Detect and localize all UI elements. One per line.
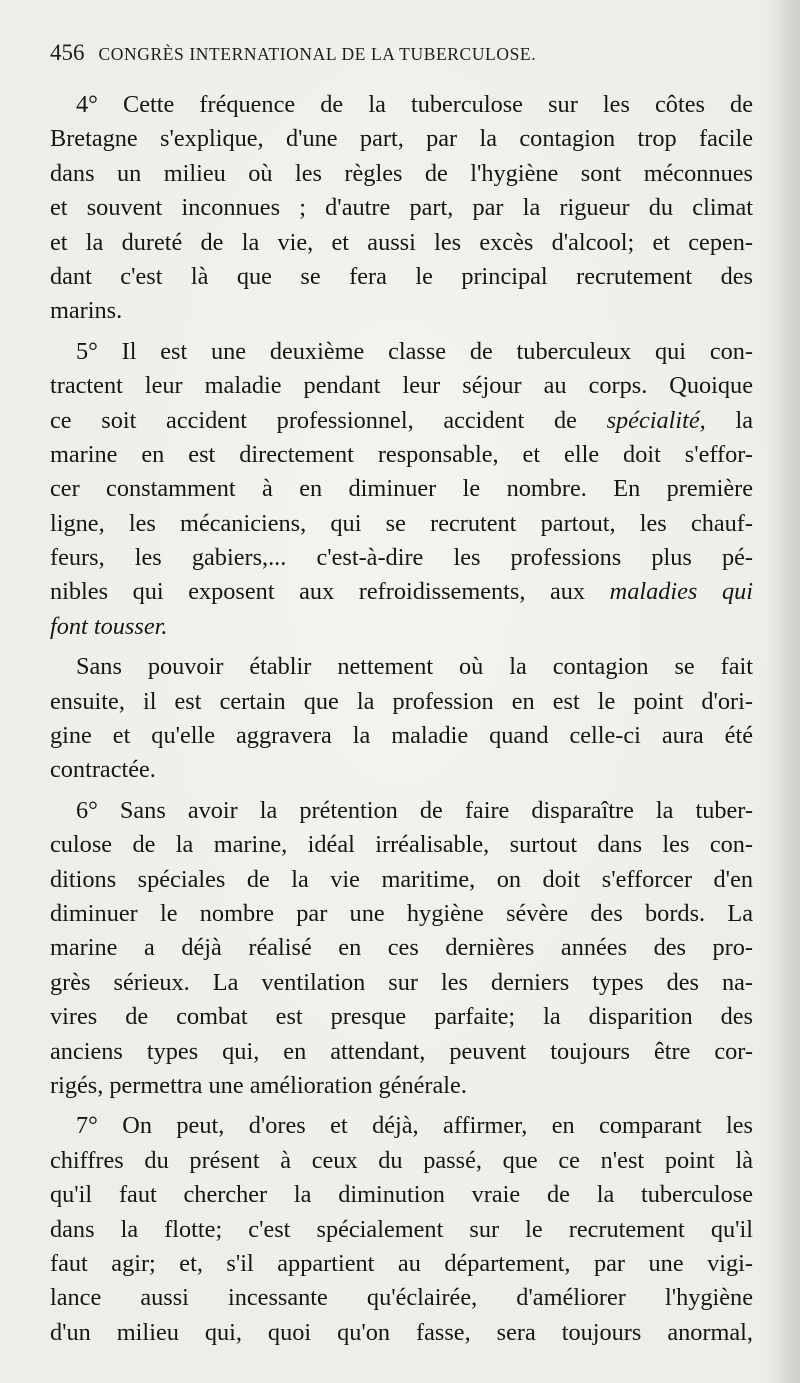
text-line: feurs, les gabiers,... c'est-à-dire les professions plus pé- xyxy=(50,544,753,572)
text-line: et souvent inconnues ; d'autre part, par la rigueur du climat xyxy=(50,194,753,222)
paragraph-5 xyxy=(50,335,753,645)
text-line: d'un milieu qui, quoi qu'on fasse, sera toujours anormal, xyxy=(50,1318,753,1346)
text-line: 5° Il est une deuxième classe de tuberculeux qui con- xyxy=(76,337,753,365)
text-line: dans la flotte; c'est spécialement sur le recrutement qu'il xyxy=(50,1215,753,1243)
text-line: lance aussi incessante qu'éclairée, d'améliorer l'hygiène xyxy=(50,1284,753,1312)
paragraph-contagion xyxy=(50,650,753,788)
text-segment: la xyxy=(735,406,753,434)
paragraph-4 xyxy=(50,88,753,329)
running-head xyxy=(50,40,750,66)
text-segment: ce soit accident professionnel, accident de xyxy=(50,406,577,434)
text-line: culose de la marine, idéal irréalisable, surtout dans les con- xyxy=(50,831,753,859)
text-segment: nibles qui exposent aux refroidissements, aux xyxy=(50,578,586,606)
italic-term: font tousser. xyxy=(50,612,168,640)
italic-term: spécialité, xyxy=(606,406,706,434)
text-line: diminuer le nombre par une hygiène sévère des bords. La xyxy=(50,899,753,927)
text-line: anciens types qui, en attendant, peuvent toujours être cor- xyxy=(50,1037,753,1065)
text-line: dant c'est là que se fera le principal recrutement des xyxy=(50,262,753,290)
text-line: gine et qu'elle aggravera la maladie quand celle-ci aura été xyxy=(50,722,753,750)
text-line: faut agir; et, s'il appartient au département, par une vigi- xyxy=(50,1249,753,1277)
text-line: ligne, les mécaniciens, qui se recrutent partout, les chauf- xyxy=(50,509,753,537)
running-title: CONGRÈS INTERNATIONAL DE LA TUBERCULOSE. xyxy=(98,44,537,64)
text-line xyxy=(50,575,753,609)
text-line: 4° Cette fréquence de la tuberculose sur les côtes de xyxy=(76,91,753,118)
page-gutter-shadow xyxy=(766,0,800,1383)
text-line xyxy=(50,610,753,644)
text-line: marine en est directement responsable, et elle doit s'effor- xyxy=(50,440,753,468)
text-line: Sans pouvoir établir nettement où la contagion se fait xyxy=(76,653,753,681)
text-line: tractent leur maladie pendant leur séjour au corps. Quoique xyxy=(50,372,753,400)
paragraph-6 xyxy=(50,794,753,1104)
text-line xyxy=(50,404,753,438)
italic-term: maladies qui xyxy=(609,578,753,606)
text-line: Bretagne s'explique, d'une part, par la contagion trop facile xyxy=(50,125,753,153)
text-line: dans un milieu où les règles de l'hygiène sont méconnues xyxy=(50,159,753,187)
text-line: marine a déjà réalisé en ces dernières années des pro- xyxy=(50,934,753,962)
text-line: marins. xyxy=(50,297,123,325)
page-number: 456 xyxy=(50,40,85,65)
text-line: 6° Sans avoir la prétention de faire disparaître la tuber- xyxy=(76,796,753,824)
text-line: cer constamment à en diminuer le nombre. En première xyxy=(50,475,753,503)
text-line: qu'il faut chercher la diminution vraie de la tuberculose xyxy=(50,1181,753,1209)
text-line: rigés, permettra une amélioration générale. xyxy=(50,1071,467,1099)
text-line: et la dureté de la vie, et aussi les excès d'alcool; et cepen- xyxy=(50,228,753,256)
text-line: grès sérieux. La ventilation sur les derniers types des na- xyxy=(50,968,753,996)
text-line: vires de combat est presque parfaite; la disparition des xyxy=(50,1003,753,1031)
text-line: contractée. xyxy=(50,756,156,784)
body-text xyxy=(50,88,753,1350)
paragraph-7 xyxy=(50,1109,753,1350)
text-line: 7° On peut, d'ores et déjà, affirmer, en comparant les xyxy=(76,1112,753,1140)
text-line: chiffres du présent à ceux du passé, que ce n'est point là xyxy=(50,1146,753,1174)
text-line: ditions spéciales de la vie maritime, on doit s'efforcer d'en xyxy=(50,865,753,893)
text-line: ensuite, il est certain que la profession en est le point d'ori- xyxy=(50,687,753,715)
